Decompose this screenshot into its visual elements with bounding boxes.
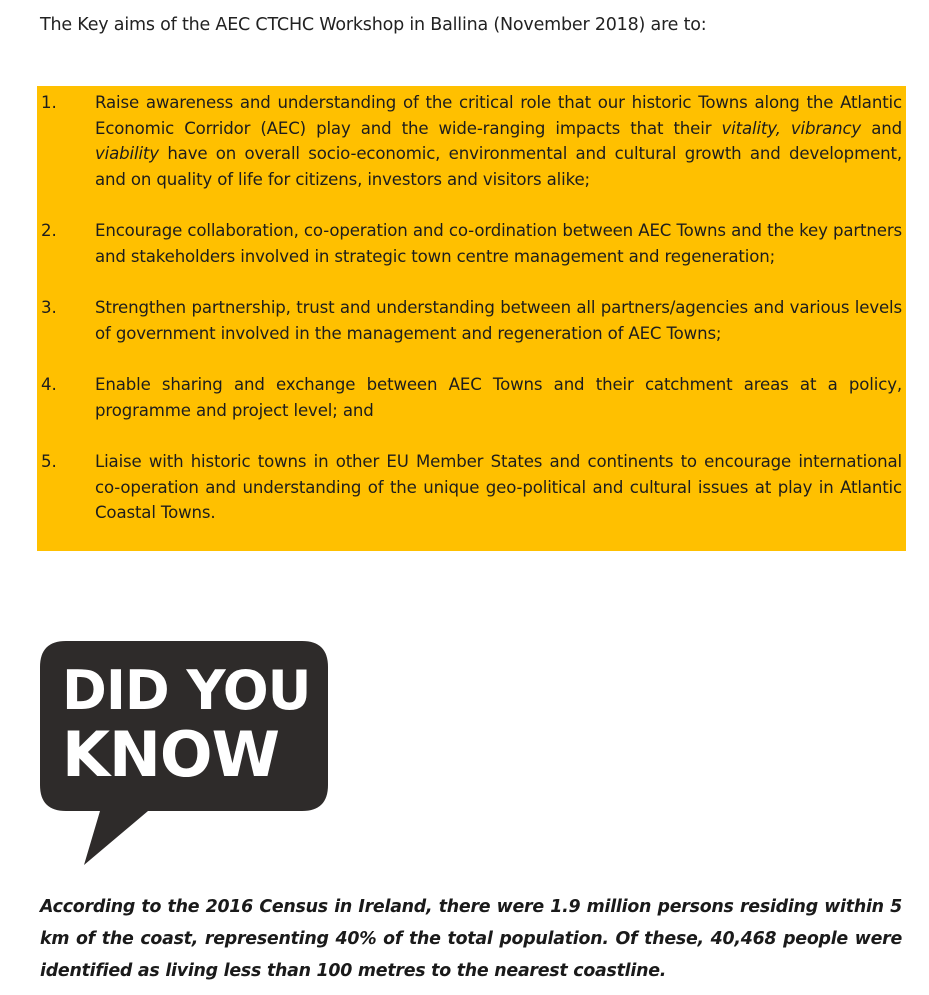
aim-number: 2. [41, 221, 57, 240]
aim-number: 4. [41, 375, 57, 394]
aim-text: Raise awareness and understanding of the critical role that our historic Towns along the Atlantic Economic Corridor (AEC) play and the wide-ranging impacts that their vitality, vibrancy and viability have on overall socio-economic, environmental and cultural growth and development, and on quality of life for citizens, investors and visitors alike; [95, 93, 902, 190]
aim-text: Encourage collaboration, co-operation and co-ordination between AEC Towns and the key partners and stakeholders involved in strategic town centre management and regeneration; [95, 221, 902, 266]
aim-text: Strengthen partnership, trust and understanding between all partners/agencies and various levels of government involved in the management and regeneration of AEC Towns; [95, 298, 902, 343]
aim-number: 3. [41, 298, 57, 317]
intro-heading: The Key aims of the AEC CTCHC Workshop in Ballina (November 2018) are to: [40, 15, 707, 35]
badge-line-2: KNOW [62, 718, 280, 791]
aim-text: Liaise with historic towns in other EU Member States and continents to encourage international co-operation and understanding of the unique geo-political and cultural issues at play in Atlantic Coastal Towns. [95, 452, 902, 523]
badge-line-1: DID YOU [62, 659, 311, 722]
did-you-know-badge [40, 641, 330, 866]
aim-text: Enable sharing and exchange between AEC Towns and their catchment areas at a policy, programme and project level; and [95, 375, 902, 420]
census-fact: According to the 2016 Census in Ireland, there were 1.9 million persons residing within 5 km of the coast, representing 40% of the total population. Of these, 40,468 people were identified as living less than 100 metres to the nearest coastline. [40, 897, 902, 981]
key-aims-panel [37, 86, 906, 551]
aim-number: 5. [41, 452, 57, 471]
aim-number: 1. [41, 93, 57, 112]
